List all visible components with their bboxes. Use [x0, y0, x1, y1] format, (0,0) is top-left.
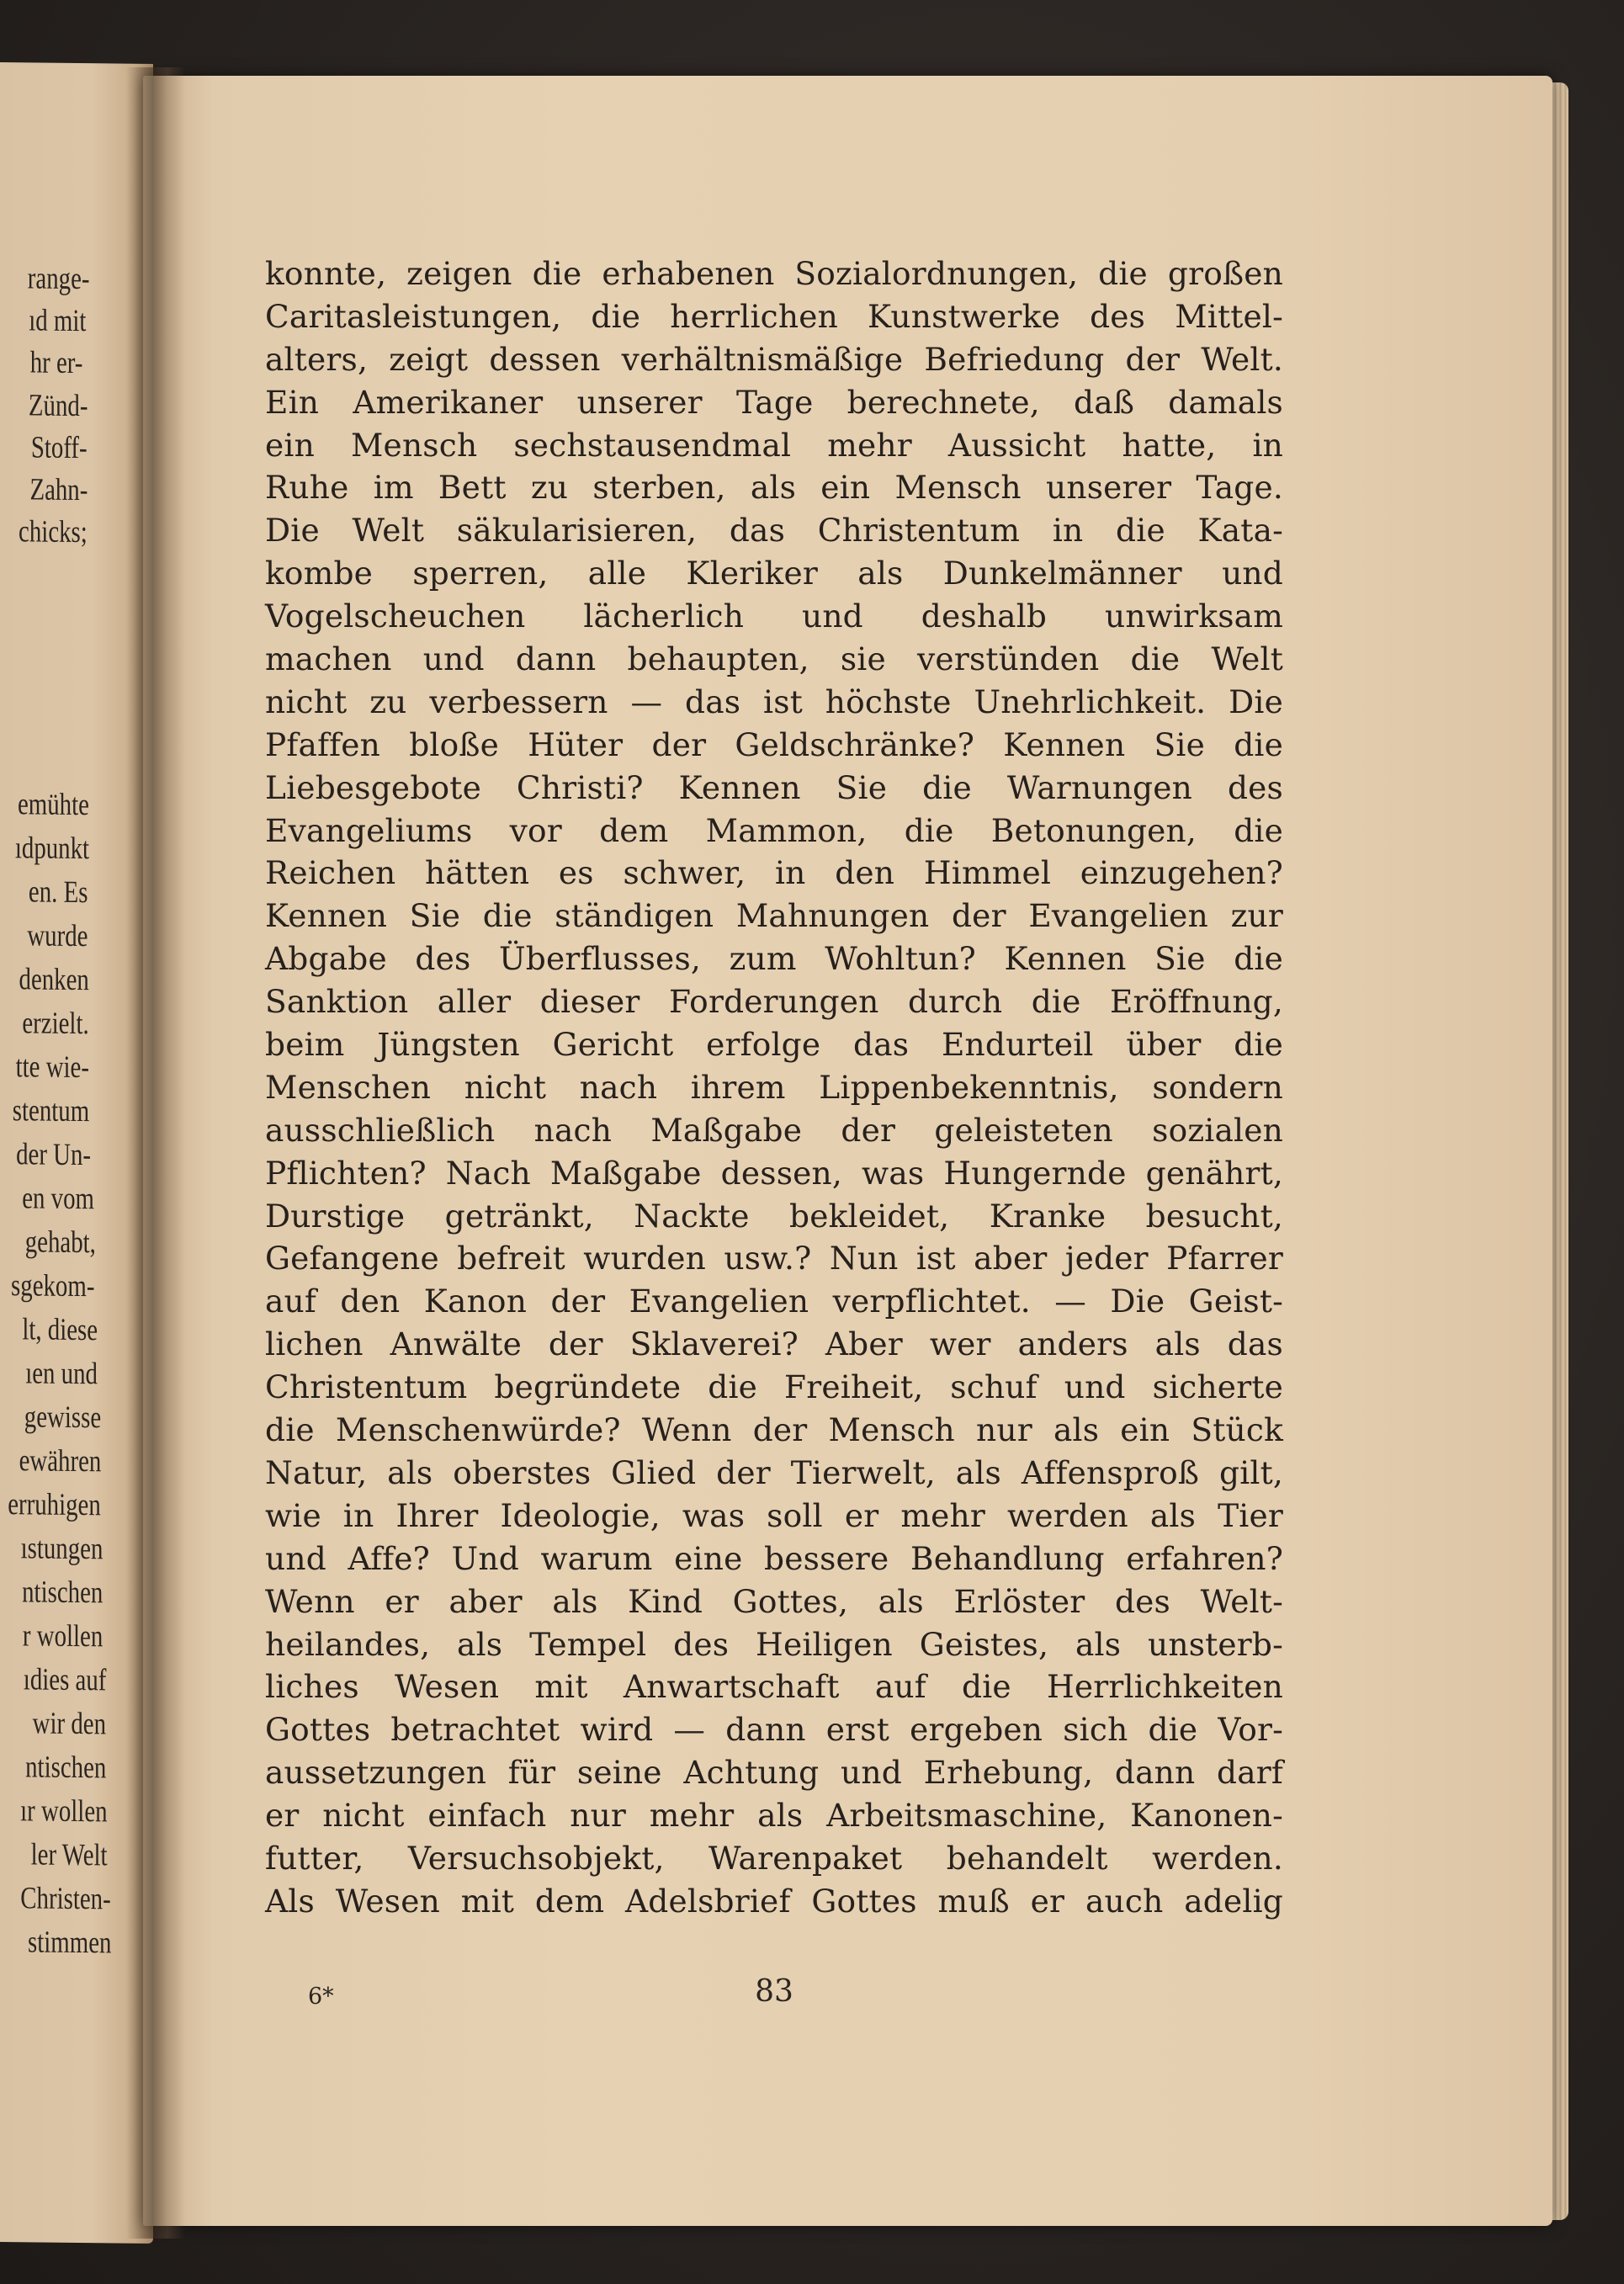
text-line: Gottes betrachtet wird — dann erst ergeben sich die Vor- [265, 1711, 1283, 1749]
left-page-fragment: gehabt, [24, 1224, 96, 1261]
left-page-fragment: ıstungen [20, 1531, 103, 1567]
text-line: kombe sperren, alle Kleriker als Dunkelmänner und [265, 555, 1283, 592]
text-line: liches Wesen mit Anwartschaft auf die Herrlichkeiten [265, 1668, 1283, 1706]
text-line: Kennen Sie die ständigen Mahnungen der Evangelien zur [265, 897, 1283, 935]
text-line: nicht zu verbessern — das ist höchste Unehrlichkeit. Die [265, 683, 1283, 720]
text-line: Pflichten? Nach Maßgabe dessen, was Hungernde genährt, [265, 1154, 1283, 1192]
text-line: Abgabe des Überflusses, zum Wohltun? Kennen Sie die [265, 940, 1283, 978]
text-line: Vogelscheuchen lächerlich und deshalb unwirksam [265, 598, 1283, 635]
left-page-fragment: ıen und [25, 1356, 98, 1392]
left-page-fragment: range- [27, 261, 89, 297]
text-line: aussetzungen für seine Achtung und Erhebung, dann darf [265, 1754, 1283, 1792]
text-line: Gefangene befreit wurden usw.? Nun ist aber jeder Pfarrer [265, 1240, 1283, 1277]
left-page-fragment: ıd mit [28, 303, 86, 339]
left-page-fragment: wir den [32, 1706, 106, 1742]
left-page-fragment: sgekom- [10, 1268, 94, 1304]
left-page-fragment: ntischen [21, 1575, 103, 1611]
text-line: Liebesgebote Christi? Kennen Sie die Warnungen des [265, 768, 1283, 806]
left-page-fragment: ıdies auf [23, 1662, 106, 1698]
left-page-fragment: erruhigen [8, 1487, 101, 1523]
text-line: er nicht einfach nur mehr als Arbeitsmaschine, Kanonen- [265, 1797, 1283, 1835]
text-line: Christentum begründete die Freiheit, schuf und sicherte [265, 1368, 1283, 1406]
left-page-fragment: wurde [26, 918, 88, 954]
left-page-fragment: ntischen [24, 1750, 106, 1786]
text-line: konnte, zeigen die erhabenen Sozialordnungen, die großen [265, 255, 1283, 292]
text-line: Natur, als oberstes Glied der Tierwelt, als Affensproß gilt, [265, 1453, 1283, 1491]
left-page-fragment: en vom [22, 1181, 94, 1217]
text-line: Sanktion aller dieser Forderungen durch die Eröffnung, [265, 983, 1283, 1021]
binding-gutter [126, 67, 185, 2239]
left-page-fragment: lt, diese [22, 1312, 98, 1348]
text-line: futter, Versuchsobjekt, Warenpaket behandelt werden. [265, 1839, 1283, 1877]
left-page-fragment: der Un- [16, 1137, 91, 1173]
left-page-fragment: Stoff- [31, 430, 88, 466]
text-line: Evangeliums vor dem Mammon, die Betonungen, die [265, 811, 1283, 849]
text-line: Als Wesen mit dem Adelsbrief Gottes muß er auch adelig [265, 1882, 1283, 1920]
text-line: Die Welt säkularisieren, das Christentum in die Kata- [265, 512, 1283, 550]
left-page-fragment: gewisse [24, 1400, 101, 1436]
left-page-fragment: r wollen [22, 1618, 103, 1655]
left-page-fragment: en. Es [28, 874, 88, 911]
text-line: Caritasleistungen, die herrlichen Kunstwerke des Mittel- [265, 297, 1283, 335]
text-line: und Affe? Und warum eine bessere Behandlung erfahren? [265, 1539, 1283, 1577]
text-line: auf den Kanon der Evangelien verpflichtet. — Die Geist- [265, 1283, 1283, 1320]
left-page-fragment: chicks; [19, 514, 88, 550]
left-page-fragment: ler Welt [31, 1837, 108, 1873]
left-page-fragment: ır wollen [20, 1793, 108, 1830]
left-page-fragment: ewähren [19, 1443, 101, 1479]
left-page-fragment: hr er- [29, 345, 82, 381]
left-page-fragment: ıdpunkt [14, 831, 89, 867]
body-text [265, 252, 1283, 1923]
text-line: heilandes, als Tempel des Heiligen Geistes, als unsterb- [265, 1625, 1283, 1663]
text-line: Durstige getränkt, Nackte bekleidet, Kranke besucht, [265, 1197, 1283, 1235]
text-line: ein Mensch sechstausendmal mehr Aussicht hatte, in [265, 426, 1283, 464]
left-page-fragment: tte wie- [15, 1049, 89, 1086]
text-line: die Menschenwürde? Wenn der Mensch nur als ein Stück [265, 1411, 1283, 1449]
left-page-fragment: Zahn- [29, 472, 88, 508]
text-line: lichen Anwälte der Sklaverei? Aber wer anders als das [265, 1325, 1283, 1363]
left-page-fragment: stimmen [27, 1925, 111, 1961]
left-page-fragment: erzielt. [22, 1006, 89, 1042]
text-line: Ein Amerikaner unserer Tage berechnete, daß damals [265, 383, 1283, 421]
text-line: Menschen nicht nach ihrem Lippenbekenntnis, sondern [265, 1068, 1283, 1106]
text-line: beim Jüngsten Gericht erfolge das Endurteil über die [265, 1026, 1283, 1064]
text-line: alters, zeigt dessen verhältnismäßige Befriedung der Welt. [265, 340, 1283, 378]
text-line: wie in Ihrer Ideologie, was soll er mehr werden als Tier [265, 1496, 1283, 1534]
left-page-fragment: emühte [18, 787, 89, 823]
text-line: Wenn er aber als Kind Gottes, als Erlöster des Welt- [265, 1582, 1283, 1620]
left-page-fragment: Christen- [20, 1881, 111, 1917]
signature-mark: 6* [308, 1984, 334, 2010]
left-page-fragment: stentum [12, 1093, 89, 1129]
text-line: machen und dann behaupten, sie verstünden die Welt [265, 640, 1283, 678]
left-page-fragment: denken [19, 962, 89, 998]
page-number: 83 [755, 1974, 793, 2009]
text-line: Ruhe im Bett zu sterben, als ein Mensch unserer Tage. [265, 469, 1283, 507]
text-line: ausschließlich nach Maßgabe der geleisteten sozialen [265, 1111, 1283, 1149]
text-line: Reichen hätten es schwer, in den Himmel einzugehen? [265, 854, 1283, 892]
text-line: Pfaffen bloße Hüter der Geldschränke? Kennen Sie die [265, 725, 1283, 763]
left-page-fragment: Zünd- [28, 388, 88, 424]
